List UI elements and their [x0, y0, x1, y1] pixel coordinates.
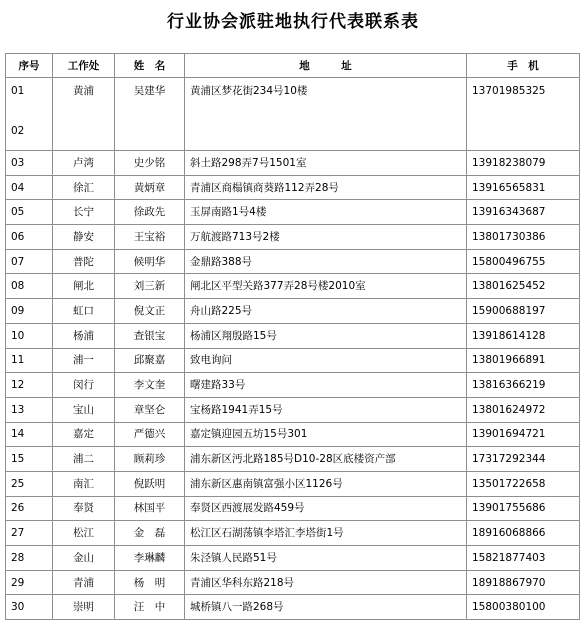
- row-name: 史少铭: [115, 151, 185, 176]
- row-number: 27: [6, 521, 53, 546]
- header-no: 序号: [6, 54, 53, 78]
- row-name: 倪文正: [115, 299, 185, 324]
- row-address: 城桥镇八一路268号: [185, 595, 467, 620]
- row-address: 金鼎路388号: [185, 249, 467, 274]
- row-office: 松江: [53, 521, 115, 546]
- table-row: [6, 299, 580, 324]
- row-office: 闵行: [53, 373, 115, 398]
- row-phone: 13701985325: [467, 78, 580, 151]
- row-office: 南汇: [53, 471, 115, 496]
- row-name: 邱聚嘉: [115, 348, 185, 373]
- row-phone: 15800496755: [467, 249, 580, 274]
- table-row: [6, 225, 580, 250]
- row-office: 杨浦: [53, 323, 115, 348]
- row-number: 10: [6, 323, 53, 348]
- row-phone: 15821877403: [467, 546, 580, 571]
- row-number: 09: [6, 299, 53, 324]
- row-phone: 17317292344: [467, 447, 580, 472]
- row-name: 李琳麟: [115, 546, 185, 571]
- row-address: 闸北区平型关路377弄28号楼2010室: [185, 274, 467, 299]
- row-name: 徐政先: [115, 200, 185, 225]
- table-row: [6, 348, 580, 373]
- header-office: 工作处: [53, 54, 115, 78]
- row-name: 查银宝: [115, 323, 185, 348]
- row-phone: 13901755686: [467, 496, 580, 521]
- row-phone: 13501722658: [467, 471, 580, 496]
- row-office: 宝山: [53, 397, 115, 422]
- row-office: 卢湾: [53, 151, 115, 176]
- row-name: 王宝裕: [115, 225, 185, 250]
- row-phone: 13901694721: [467, 422, 580, 447]
- row-office: 金山: [53, 546, 115, 571]
- row-number: 29: [6, 570, 53, 595]
- row-name: 杨 明: [115, 570, 185, 595]
- row-office: 普陀: [53, 249, 115, 274]
- row-name: 候明华: [115, 249, 185, 274]
- row-name: 林国平: [115, 496, 185, 521]
- row-phone: 18916068866: [467, 521, 580, 546]
- row-number: [6, 78, 53, 151]
- row-name: 严德兴: [115, 422, 185, 447]
- table-row: [6, 249, 580, 274]
- row-office: 闸北: [53, 274, 115, 299]
- row-number: 30: [6, 595, 53, 620]
- row-office: 徐汇: [53, 175, 115, 200]
- table-row: [6, 274, 580, 299]
- row-office: 奉贤: [53, 496, 115, 521]
- row-office: 浦一: [53, 348, 115, 373]
- row-address: 万航渡路713号2楼: [185, 225, 467, 250]
- row-address: 舟山路225号: [185, 299, 467, 324]
- row-number: 14: [6, 422, 53, 447]
- row-address: 杨浦区翔殷路15号: [185, 323, 467, 348]
- row-address: 浦东新区沔北路185号D10-28区底楼资产部: [185, 447, 467, 472]
- row-office: 长宁: [53, 200, 115, 225]
- row-phone: 13801730386: [467, 225, 580, 250]
- row-name: 金 磊: [115, 521, 185, 546]
- row-address: 黄浦区梦花街234号10楼: [185, 78, 467, 151]
- row-phone: 13801625452: [467, 274, 580, 299]
- table-row: [6, 471, 580, 496]
- row-office: 虹口: [53, 299, 115, 324]
- row-address: 青浦区商榻镇商葵路112弄28号: [185, 175, 467, 200]
- row-number-b: 02: [11, 125, 25, 137]
- contact-table: [5, 53, 580, 620]
- row-phone: 15800380100: [467, 595, 580, 620]
- row-name: 顾莉珍: [115, 447, 185, 472]
- row-number: 28: [6, 546, 53, 571]
- row-number: 26: [6, 496, 53, 521]
- row-address: 曙建路33号: [185, 373, 467, 398]
- row-phone: 13916565831: [467, 175, 580, 200]
- row-number: 07: [6, 249, 53, 274]
- row-office: 黄浦: [53, 78, 115, 151]
- row-name: 汪 中: [115, 595, 185, 620]
- table-row: [6, 78, 580, 151]
- row-address: 奉贤区西渡展发路459号: [185, 496, 467, 521]
- row-address: 嘉定镇迎园五坊15号301: [185, 422, 467, 447]
- row-number: 03: [6, 151, 53, 176]
- row-phone: 13918238079: [467, 151, 580, 176]
- row-office: 青浦: [53, 570, 115, 595]
- row-phone: 13916343687: [467, 200, 580, 225]
- table-row: [6, 151, 580, 176]
- row-office: 嘉定: [53, 422, 115, 447]
- row-number: 25: [6, 471, 53, 496]
- row-office: 静安: [53, 225, 115, 250]
- row-phone: 13918614128: [467, 323, 580, 348]
- table-row: [6, 546, 580, 571]
- row-number: 12: [6, 373, 53, 398]
- header-address: 地 址: [185, 54, 467, 78]
- row-number: 04: [6, 175, 53, 200]
- row-number-a: 01: [11, 85, 25, 97]
- row-office: 崇明: [53, 595, 115, 620]
- row-number: 05: [6, 200, 53, 225]
- table-row: [6, 175, 580, 200]
- table-row: [6, 200, 580, 225]
- row-address: 致电询问: [185, 348, 467, 373]
- header-name: 姓 名: [115, 54, 185, 78]
- row-phone: 13816366219: [467, 373, 580, 398]
- row-address: 浦东新区惠南镇富强小区1126号: [185, 471, 467, 496]
- table-row: [6, 422, 580, 447]
- row-number: 15: [6, 447, 53, 472]
- row-address: 斜土路298弄7号1501室: [185, 151, 467, 176]
- table-row: [6, 496, 580, 521]
- row-name: 李文奎: [115, 373, 185, 398]
- row-number: 08: [6, 274, 53, 299]
- table-row: [6, 521, 580, 546]
- row-phone: 18918867970: [467, 570, 580, 595]
- row-address: 朱泾镇人民路51号: [185, 546, 467, 571]
- row-name: 吴建华: [115, 78, 185, 151]
- row-address: 宝杨路1941弄15号: [185, 397, 467, 422]
- row-number: 06: [6, 225, 53, 250]
- table-row: [6, 570, 580, 595]
- row-name: 章坚仑: [115, 397, 185, 422]
- row-phone: 15900688197: [467, 299, 580, 324]
- row-name: 刘三新: [115, 274, 185, 299]
- row-office: 浦二: [53, 447, 115, 472]
- row-number: 11: [6, 348, 53, 373]
- row-name: 倪跃明: [115, 471, 185, 496]
- table-row: [6, 397, 580, 422]
- page-title: 行业协会派驻地执行代表联系表: [167, 12, 419, 32]
- table-header-row: [6, 54, 580, 78]
- table-row: [6, 595, 580, 620]
- row-phone: 13801624972: [467, 397, 580, 422]
- row-phone: 13801966891: [467, 348, 580, 373]
- table-row: [6, 323, 580, 348]
- row-address: 松江区石湖荡镇李塔汇李塔街1号: [185, 521, 467, 546]
- header-phone: 手 机: [467, 54, 580, 78]
- row-name: 黄炳章: [115, 175, 185, 200]
- table-row: [6, 373, 580, 398]
- row-address: 青浦区华科东路218号: [185, 570, 467, 595]
- table-row: [6, 447, 580, 472]
- row-number: 13: [6, 397, 53, 422]
- row-address: 玉屏南路1号4楼: [185, 200, 467, 225]
